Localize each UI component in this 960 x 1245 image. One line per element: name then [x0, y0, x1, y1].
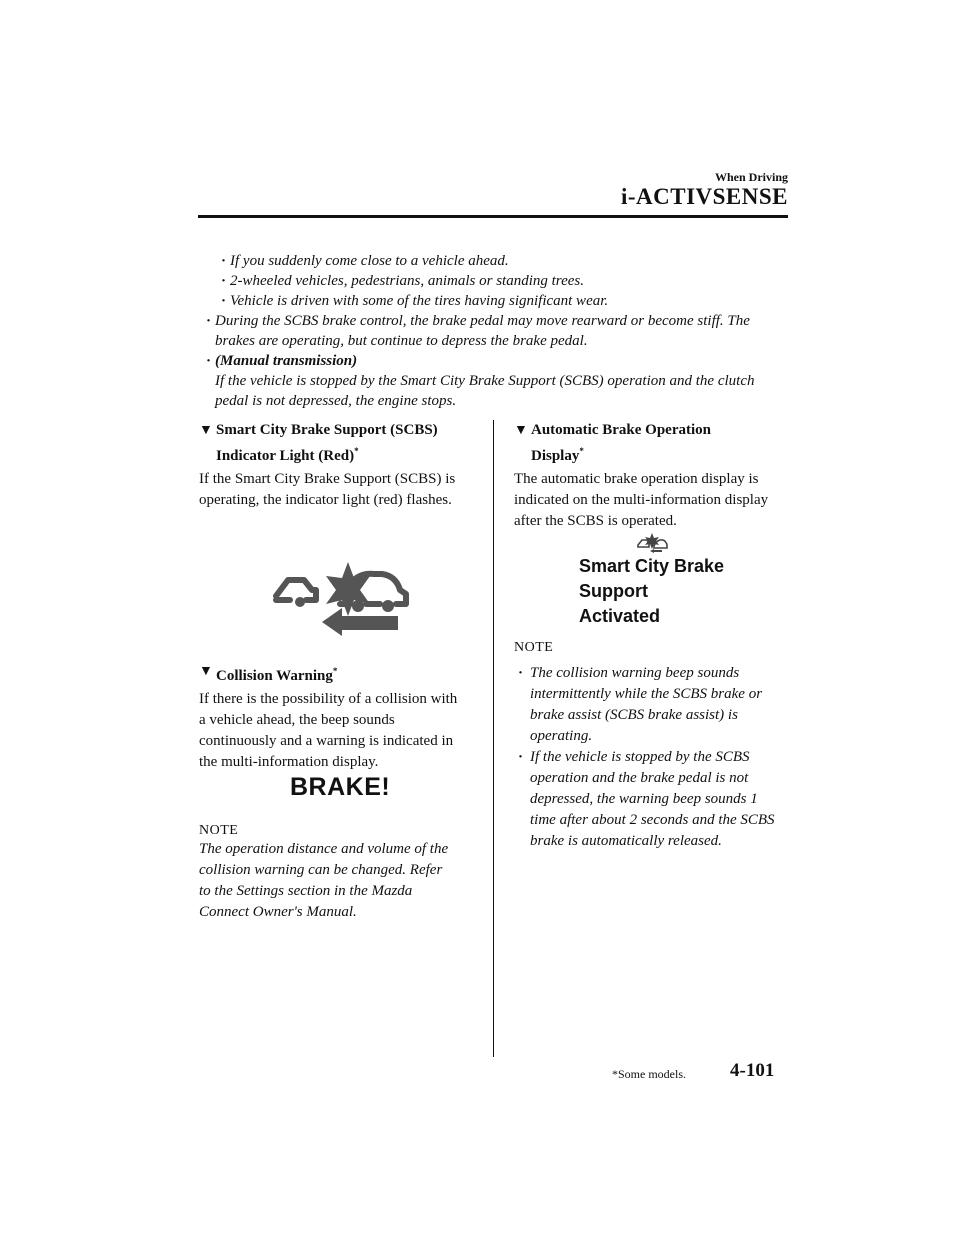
text-line: to the Settings section in the Mazda [199, 883, 413, 899]
auto-brake-heading [514, 420, 794, 467]
indicator-heading [199, 420, 489, 467]
list-item: · The collision warning beep sounds intermittently while the SCBS brake or brake assist (SCBS brake assist) is operating. [514, 663, 799, 747]
brake-warning-display: BRAKE! [290, 773, 391, 801]
triangle-icon: ▼ [199, 664, 213, 679]
some-models-note: *Some models. [612, 1067, 686, 1081]
note-list [514, 663, 799, 852]
text-line: The operation distance and volume of the [199, 841, 449, 857]
triangle-icon: ▼ [514, 423, 528, 438]
text-line: the multi-information display. [199, 754, 379, 770]
display-line: Smart City Brake [579, 556, 725, 576]
heading-line: Smart City Brake Support (SCBS) [216, 422, 438, 438]
text-line: collision warning can be changed. Refer [199, 862, 443, 878]
collision-heading [199, 661, 489, 687]
auto-brake-text [514, 469, 794, 532]
auto-brake-display [579, 554, 724, 629]
indicator-text [199, 469, 489, 511]
text-line: The automatic brake operation display is [514, 471, 759, 487]
top-list [206, 251, 796, 411]
note-label: NOTE [514, 640, 554, 655]
page-number: 4-101 [730, 1060, 775, 1081]
note-text [199, 820, 489, 923]
text-line: If there is the possibility of a collision with [199, 691, 458, 707]
text-line: indicated on the multi-information display [514, 492, 769, 508]
arrow-left [322, 608, 398, 636]
text-line: Connect Owner's Manual. [199, 904, 357, 920]
text-line: a vehicle ahead, the beep sounds [199, 712, 395, 728]
column-divider [493, 420, 494, 1057]
heading-line: Collision Warning* [216, 666, 338, 684]
asterisk-mark: * [332, 666, 338, 676]
list-item: · If you suddenly come close to a vehicle ahead. [221, 251, 796, 271]
display-line: Activated [579, 606, 661, 626]
text-line: If the Smart City Brake Support (SCBS) is [199, 471, 456, 487]
list-item-brake-control [206, 311, 796, 351]
heading-line-2: Indicator Light (Red)* [216, 446, 359, 464]
triangle-icon: ▼ [199, 423, 213, 438]
note-label: NOTE [199, 823, 239, 838]
list-item: · If the vehicle is stopped by the SCBS operation and the brake pedal is not depressed, the warning beep sounds 1 time after about 2 seconds and the SCBS brake is automatically released. [514, 747, 799, 852]
text-line: continuously and a warning is indicated in [199, 733, 454, 749]
text-line: If the vehicle is stopped by the Smart City Brake Support (SCBS) operation and the clutch [215, 373, 755, 389]
text-line: after the SCBS is operated. [514, 513, 677, 529]
scbs-indicator-icon [270, 560, 420, 640]
chapter-title: i-ACTIVSENSE [620, 184, 788, 209]
display-line: Support [579, 581, 648, 601]
list-item: · Vehicle is driven with some of the tires having significant wear. [221, 291, 796, 311]
section-label: When Driving [714, 170, 788, 184]
item-title: · (Manual transmission) [215, 353, 358, 369]
header-rule [198, 215, 788, 218]
list-item-manual-transmission [206, 351, 796, 411]
asterisk-mark: * [579, 446, 584, 456]
text-line: operating, the indicator light (red) flashes. [199, 492, 452, 508]
heading-line-2: Display* [531, 446, 584, 464]
text-line: brakes are operating, but continue to depress the brake pedal. [215, 333, 588, 349]
text-line: · During the SCBS brake control, the brake pedal may move rearward or become stiff. The [215, 313, 750, 329]
auto-brake-icon [636, 533, 668, 553]
asterisk-mark: * [354, 446, 359, 456]
list-item: · 2-wheeled vehicles, pedestrians, animals or standing trees. [221, 271, 796, 291]
text-line: pedal is not depressed, the engine stops. [215, 393, 457, 409]
heading-line: Automatic Brake Operation [531, 422, 711, 438]
own-car [276, 580, 316, 600]
collision-text [199, 689, 489, 773]
